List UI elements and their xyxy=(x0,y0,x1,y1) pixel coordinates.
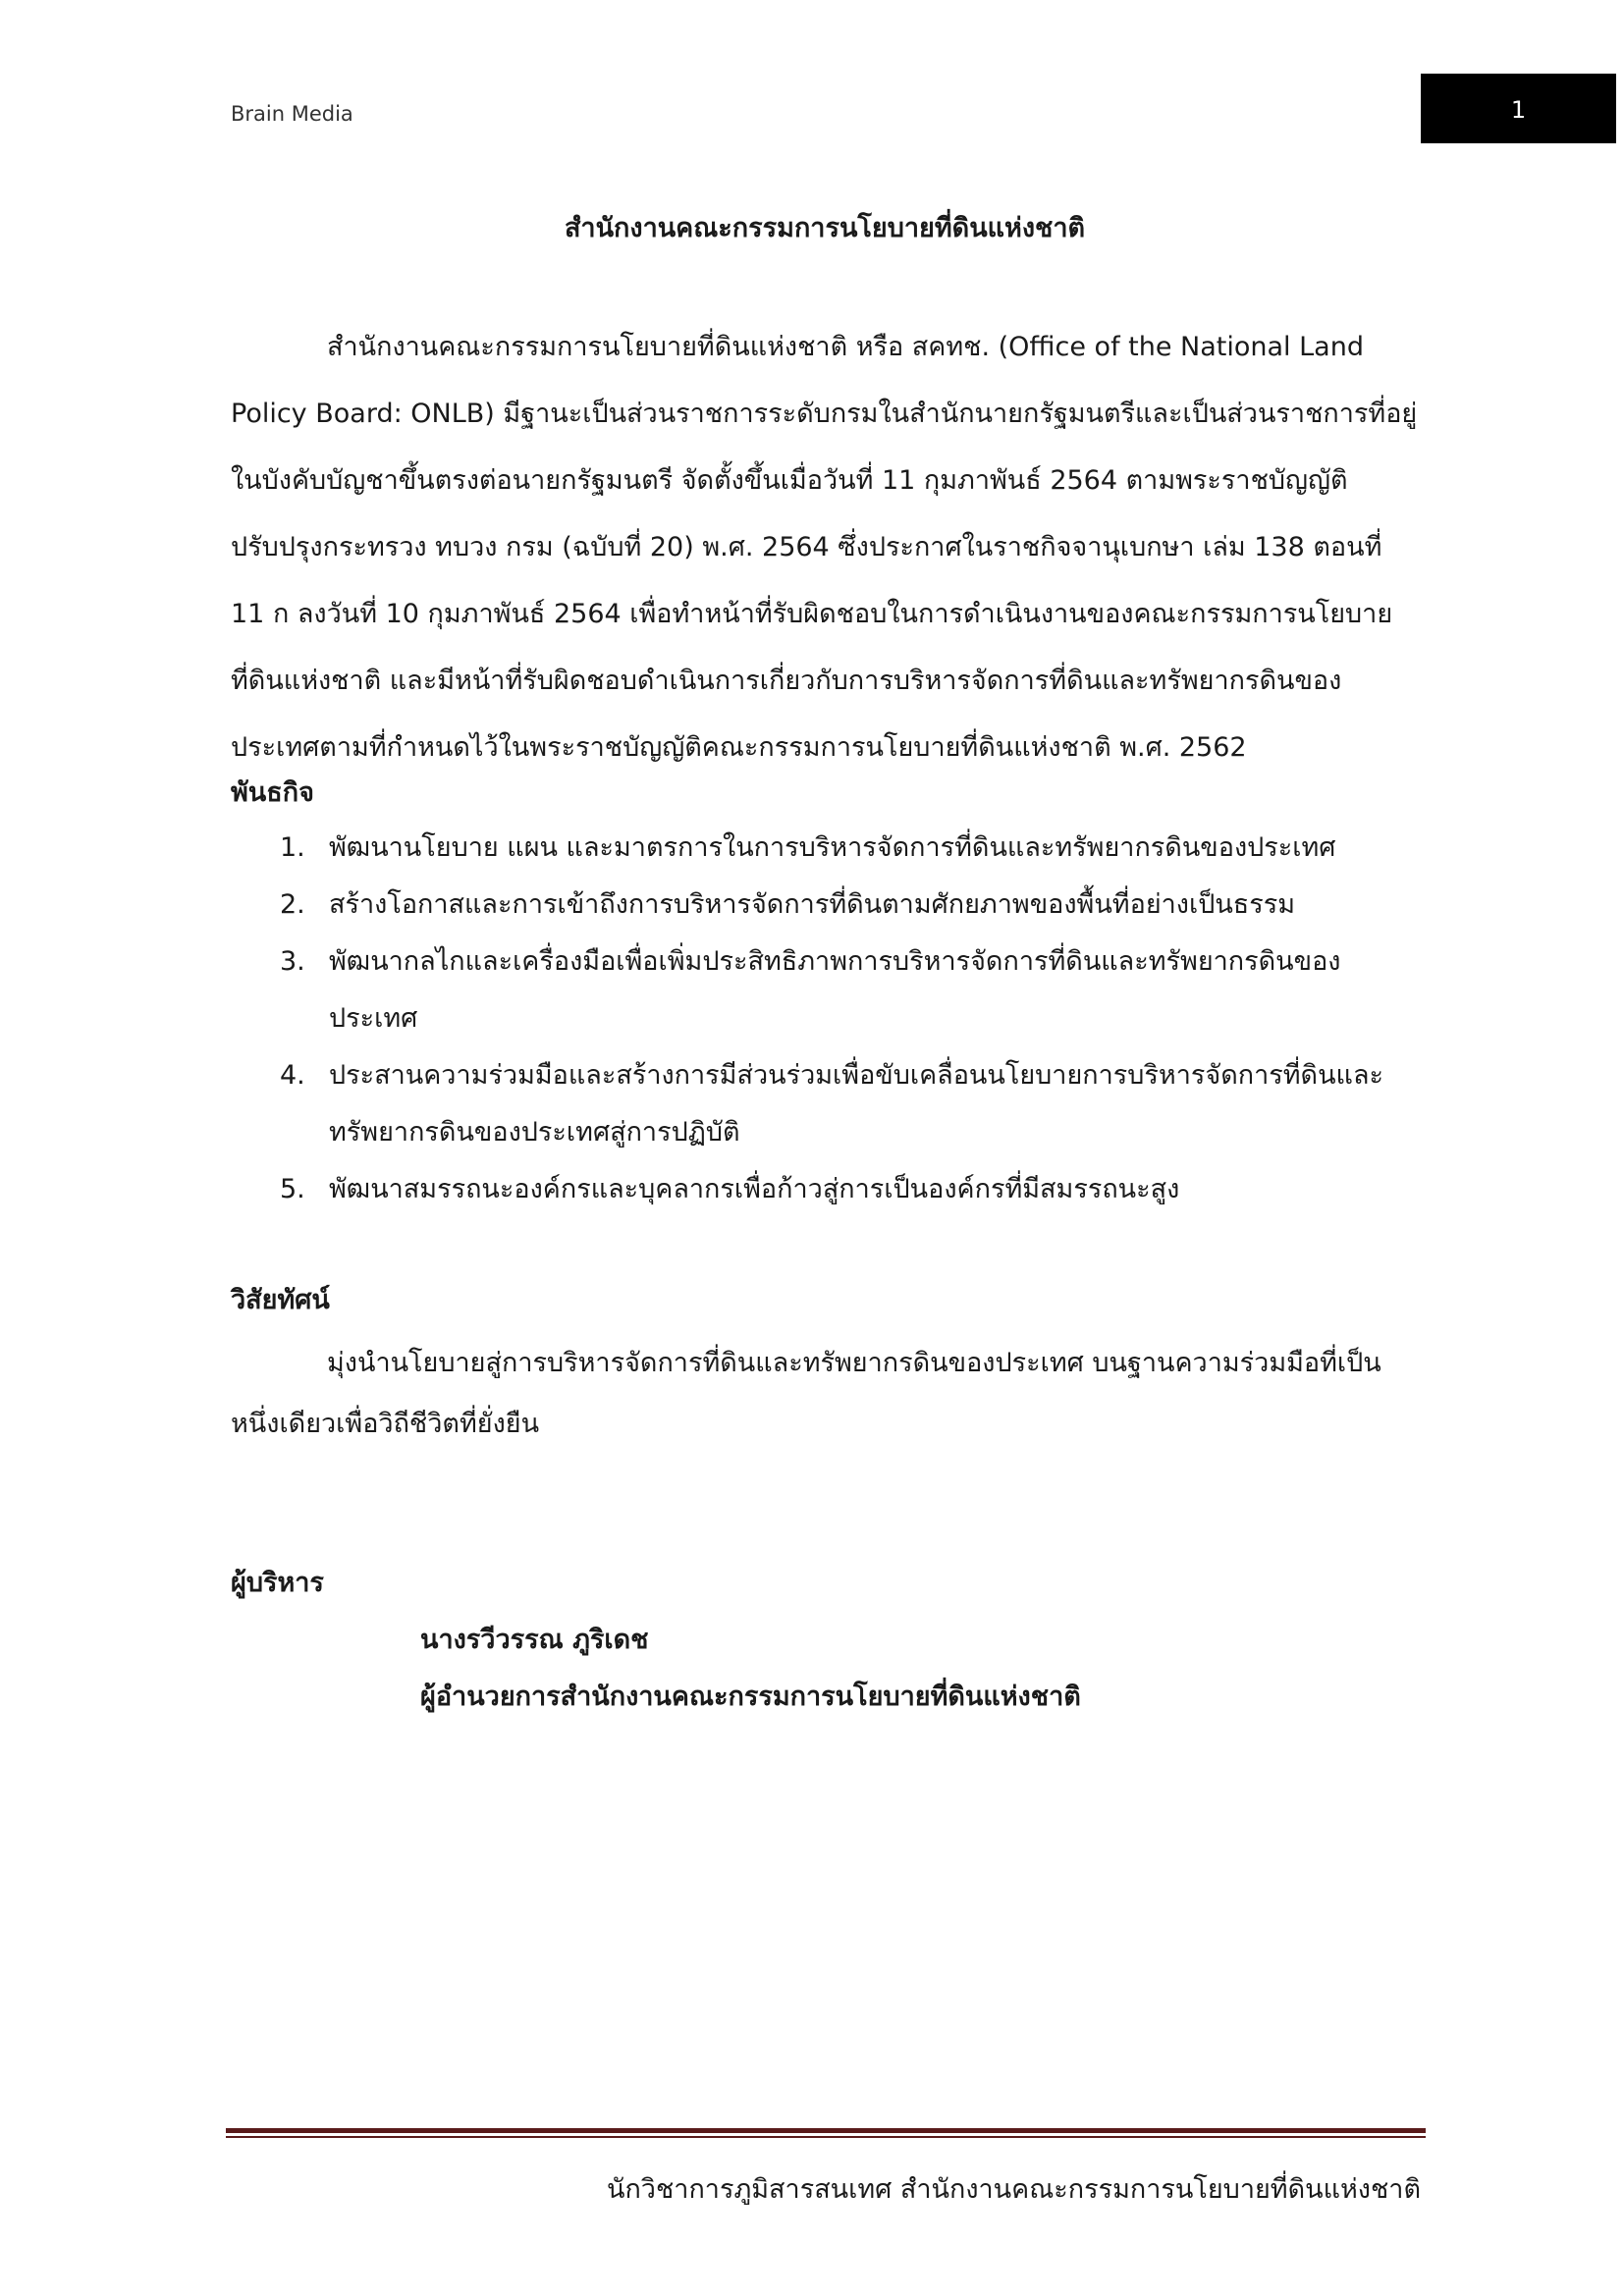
intro-paragraph xyxy=(231,314,1419,781)
mission-item-text: ประสานความร่วมมือและสร้างการมีส่วนร่วมเพื่อขับเคลื่อนนโยบายการบริหารจัดการที่ดินและ xyxy=(329,1060,1384,1091)
mission-item-number: 4. xyxy=(280,1060,305,1091)
mission-item-text: พัฒนาสมรรถนะองค์กรและบุคลากรเพื่อก้าวสู่การเป็นองค์กรที่มีสมรรถนะสูง xyxy=(329,1174,1180,1204)
intro-line: ปรับปรุงกระทรวง ทบวง กรม (ฉบับที่ 20) พ.ศ. 2564 ซึ่งประกาศในราชกิจจานุเบกษา เล่ม 138 ตอนที่ xyxy=(231,532,1382,562)
mission-item-text: พัฒนานโยบาย แผน และมาตรการในการบริหารจัดการที่ดินและทรัพยากรดินของประเทศ xyxy=(329,832,1336,863)
mission-item-number: 3. xyxy=(280,946,305,977)
footer-text: นักวิชาการภูมิสารสนเทศ สำนักงานคณะกรรมการนโยบายที่ดินแห่งชาติ xyxy=(607,2174,1421,2205)
header-brand: Brain Media xyxy=(231,102,353,126)
intro-line: ประเทศตามที่กำหนดไว้ในพระราชบัญญัติคณะกรรมการนโยบายที่ดินแห่งชาติ พ.ศ. 2562 xyxy=(231,732,1247,763)
vision-heading: วิสัยทัศน์ xyxy=(231,1285,330,1315)
mission-item xyxy=(231,877,1419,934)
footer-divider-thin xyxy=(226,2136,1426,2138)
intro-line: ในบังคับบัญชาขึ้นตรงต่อนายกรัฐมนตรี จัดตั้งขึ้นเมื่อวันที่ 11 กุมภาพันธ์ 2564 ตามพระราชบัญญัติ xyxy=(231,465,1348,496)
mission-item xyxy=(231,820,1419,877)
intro-line: ที่ดินแห่งชาติ และมีหน้าที่รับผิดชอบดำเนินการเกี่ยวกับการบริหารจัดการที่ดินและทรัพยากรดินของ xyxy=(231,666,1342,696)
mission-item xyxy=(231,934,1419,1047)
mission-item-number: 2. xyxy=(280,889,305,920)
executive-name: นางรวีวรรณ ภูริเดช xyxy=(420,1625,649,1655)
executive-heading: ผู้บริหาร xyxy=(231,1568,324,1598)
mission-item xyxy=(231,1161,1419,1218)
vision-line: หนึ่งเดียวเพื่อวิถีชีวิตที่ยั่งยืน xyxy=(231,1409,540,1439)
page-number: 1 xyxy=(1510,96,1527,124)
mission-item-text: ประเทศ xyxy=(329,1003,418,1034)
vision-line: มุ่งนำนโยบายสู่การบริหารจัดการที่ดินและทรัพยากรดินของประเทศ บนฐานความร่วมมือที่เป็น xyxy=(327,1348,1381,1378)
mission-item-number: 5. xyxy=(280,1174,305,1204)
intro-line: สำนักงานคณะกรรมการนโยบายที่ดินแห่งชาติ หรือ สคทช. (Office of the National Land xyxy=(327,332,1364,362)
footer-divider-thick xyxy=(226,2128,1426,2133)
mission-list xyxy=(231,820,1419,1218)
mission-item-text: ทรัพยากรดินของประเทศสู่การปฏิบัติ xyxy=(329,1117,740,1148)
mission-item-text: สร้างโอกาสและการเข้าถึงการบริหารจัดการที่ดินตามศักยภาพของพื้นที่อย่างเป็นธรรม xyxy=(329,889,1296,920)
intro-line: 11 ก ลงวันที่ 10 กุมภาพันธ์ 2564 เพื่อทำหน้าที่รับผิดชอบในการดำเนินงานของคณะกรรมการนโยบาย xyxy=(231,599,1393,629)
footer-divider xyxy=(226,2128,1426,2140)
mission-item-text: พัฒนากลไกและเครื่องมือเพื่อเพิ่มประสิทธิภาพการบริหารจัดการที่ดินและทรัพยากรดินของ xyxy=(329,946,1341,977)
page-number-box xyxy=(1421,74,1616,143)
mission-item xyxy=(231,1047,1419,1161)
intro-line: Policy Board: ONLB) มีฐานะเป็นส่วนราชการระดับกรมในสำนักนายกรัฐมนตรีและเป็นส่วนราชการที่อยู่ xyxy=(231,399,1418,429)
vision-paragraph xyxy=(231,1333,1419,1455)
mission-heading: พันธกิจ xyxy=(231,777,314,808)
document-title: สำนักงานคณะกรรมการนโยบายที่ดินแห่งชาติ xyxy=(564,213,1086,243)
executive-position: ผู้อำนวยการสำนักงานคณะกรรมการนโยบายที่ดินแห่งชาติ xyxy=(420,1682,1081,1712)
mission-item-number: 1. xyxy=(280,832,305,863)
